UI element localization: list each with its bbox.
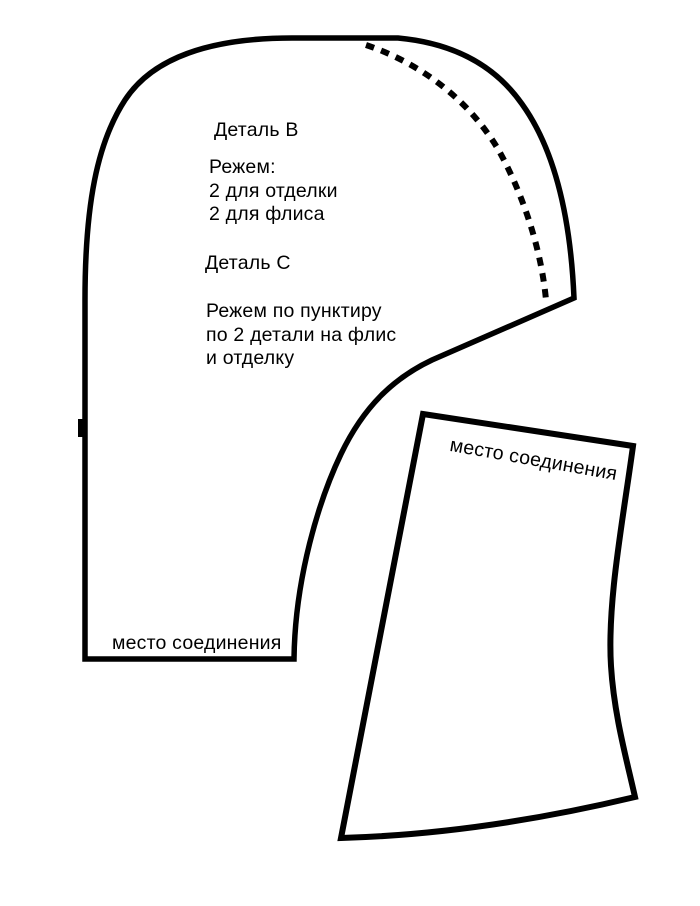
detail-c-note-line-2: по 2 детали на флис — [206, 323, 397, 346]
detail-c-note-line-1: Режем по пунктиру — [206, 300, 382, 322]
detail-b-note-line-3: 2 для флиса — [209, 203, 325, 225]
detail-b-note — [209, 156, 338, 227]
hood-seam-label: место соединения — [112, 632, 282, 654]
dashed-cutting-line — [366, 45, 546, 300]
detail-b-note-line-2: 2 для отделки — [209, 179, 338, 202]
detail-b-title: Деталь B — [214, 119, 299, 141]
panel-seam-label: место соединения — [448, 434, 619, 486]
detail-b-note-line-1: Режем: — [209, 156, 276, 178]
detail-c-title: Деталь C — [205, 252, 291, 274]
detail-c-note-line-3: и отделку — [206, 347, 295, 369]
detail-c-note — [206, 300, 396, 371]
